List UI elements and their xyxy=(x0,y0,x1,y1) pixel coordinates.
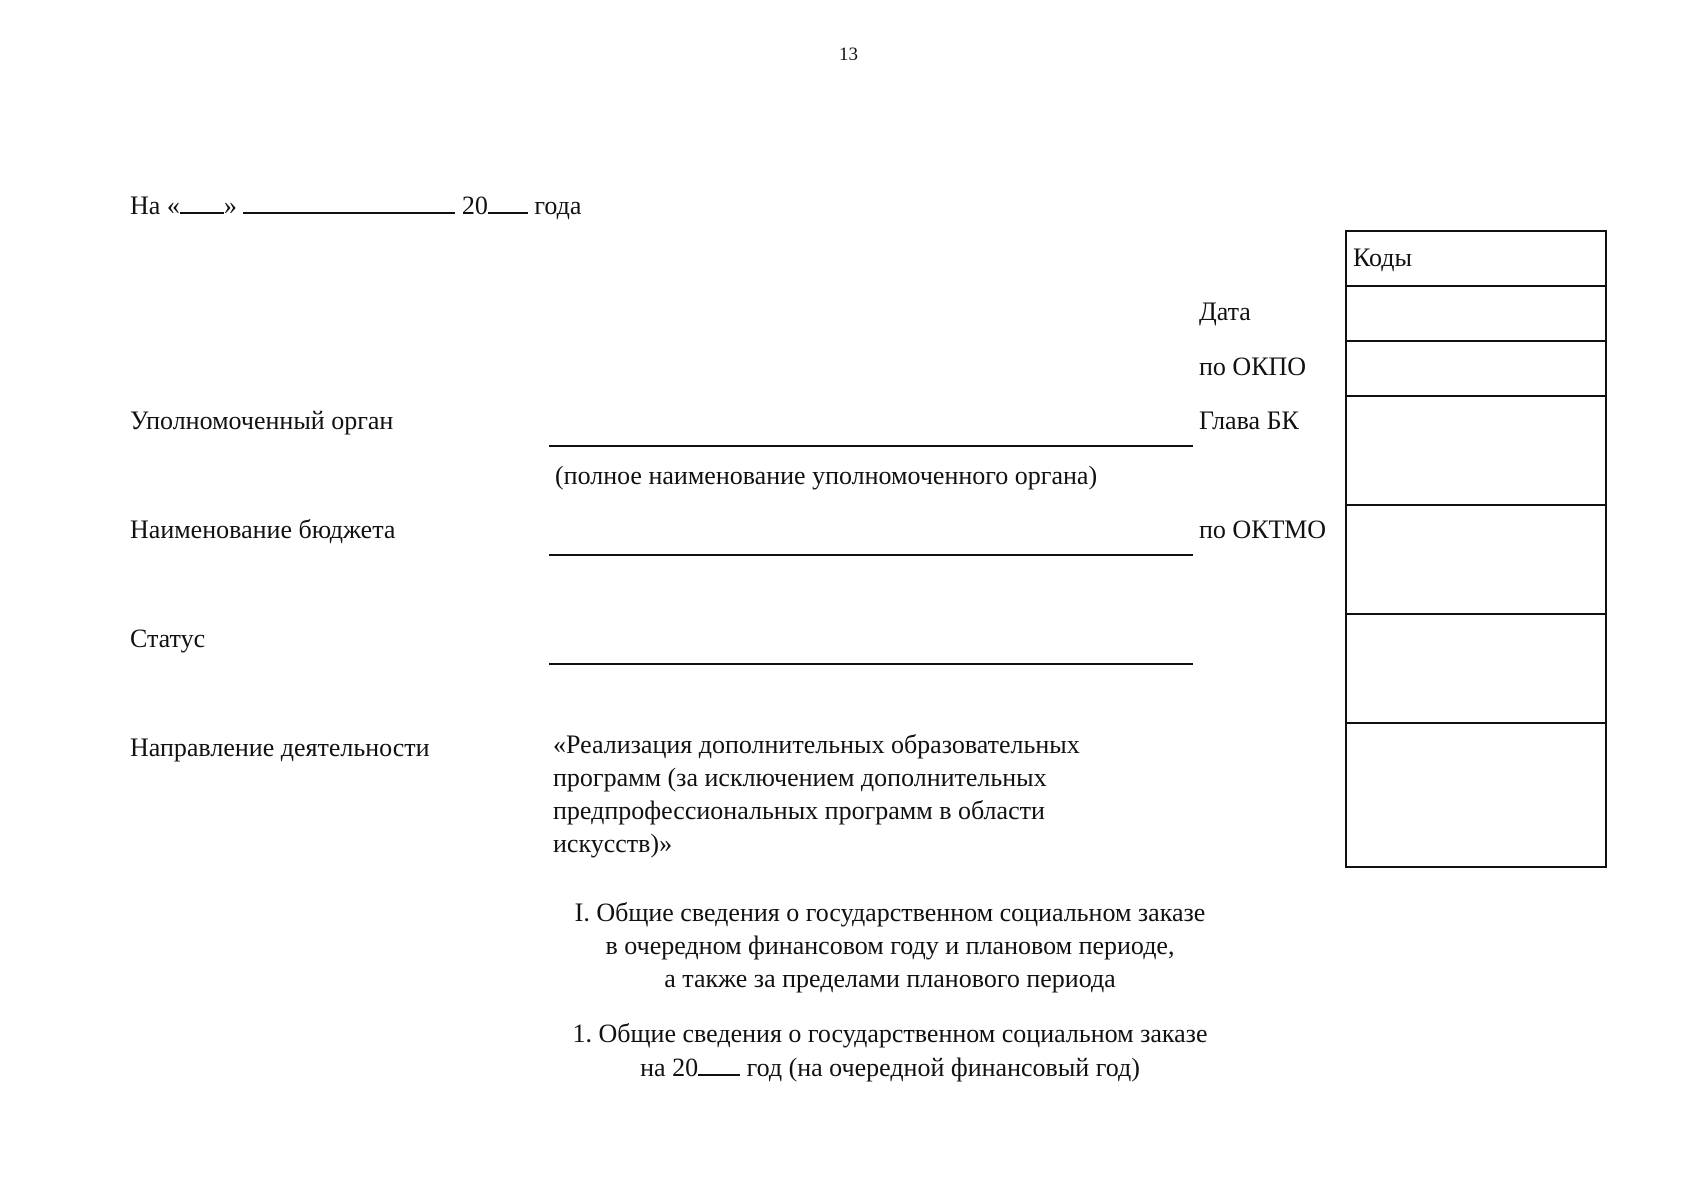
section-I-heading xyxy=(450,896,1330,995)
authority-hint: (полное наименование уполномоченного органа) xyxy=(555,461,1098,490)
section-1-year-blank[interactable] xyxy=(698,1050,740,1076)
status-input-line[interactable] xyxy=(549,663,1193,665)
date-code-cell[interactable] xyxy=(1347,287,1605,342)
activity-value-line: программ (за исключением дополнительных xyxy=(553,763,1047,792)
section-I-line: а также за пределами планового периода xyxy=(664,964,1116,993)
activity-label: Направление деятельности xyxy=(130,733,430,762)
section-1-line-1: 1. Общие сведения о государственном социальном заказе xyxy=(572,1019,1208,1048)
activity-value-line: «Реализация дополнительных образовательных xyxy=(553,730,1080,759)
month-blank[interactable] xyxy=(243,188,455,214)
date-line-prefix: На « xyxy=(130,191,180,220)
activity-code-cell[interactable] xyxy=(1347,724,1605,868)
okpo-code-label: по ОКПО xyxy=(1199,352,1307,381)
authority-input-line[interactable] xyxy=(549,445,1193,447)
oktmo-code-cell[interactable] xyxy=(1347,506,1605,615)
date-line xyxy=(130,188,581,222)
budget-input-line[interactable] xyxy=(549,554,1193,556)
date-line-suffix: года xyxy=(534,191,582,220)
glava-bk-code-label: Глава БК xyxy=(1199,406,1299,435)
budget-label: Наименование бюджета xyxy=(130,515,396,544)
section-1-heading xyxy=(450,1017,1330,1084)
authority-label: Уполномоченный орган xyxy=(130,406,394,435)
year-blank[interactable] xyxy=(488,188,528,214)
section-I-line: I. Общие сведения о государственном социальном заказе xyxy=(574,898,1206,927)
date-line-mid: » xyxy=(223,191,237,220)
oktmo-code-label: по ОКТМО xyxy=(1199,515,1326,544)
codes-header: Коды xyxy=(1353,243,1412,272)
status-code-cell[interactable] xyxy=(1347,615,1605,724)
section-1-year-suffix: год (на очередной финансовый год) xyxy=(740,1053,1140,1082)
status-label: Статус xyxy=(130,624,206,653)
section-1-year-prefix: на 20 xyxy=(640,1053,699,1082)
section-I-line: в очередном финансовом году и плановом периоде, xyxy=(605,931,1175,960)
activity-value-line: искусств)» xyxy=(553,829,673,858)
glava-bk-code-cell[interactable] xyxy=(1347,397,1605,506)
activity-value xyxy=(553,728,1153,860)
activity-value-line: предпрофессиональных программ в области xyxy=(553,796,1045,825)
year-prefix: 20 xyxy=(461,191,488,220)
okpo-code-cell[interactable] xyxy=(1347,342,1605,397)
date-code-label: Дата xyxy=(1199,297,1251,326)
codes-header-cell xyxy=(1347,232,1605,287)
section-1-line-2 xyxy=(450,1050,1330,1084)
day-blank[interactable] xyxy=(180,188,224,214)
codes-table xyxy=(1345,230,1607,868)
page-number: 13 xyxy=(839,44,858,65)
